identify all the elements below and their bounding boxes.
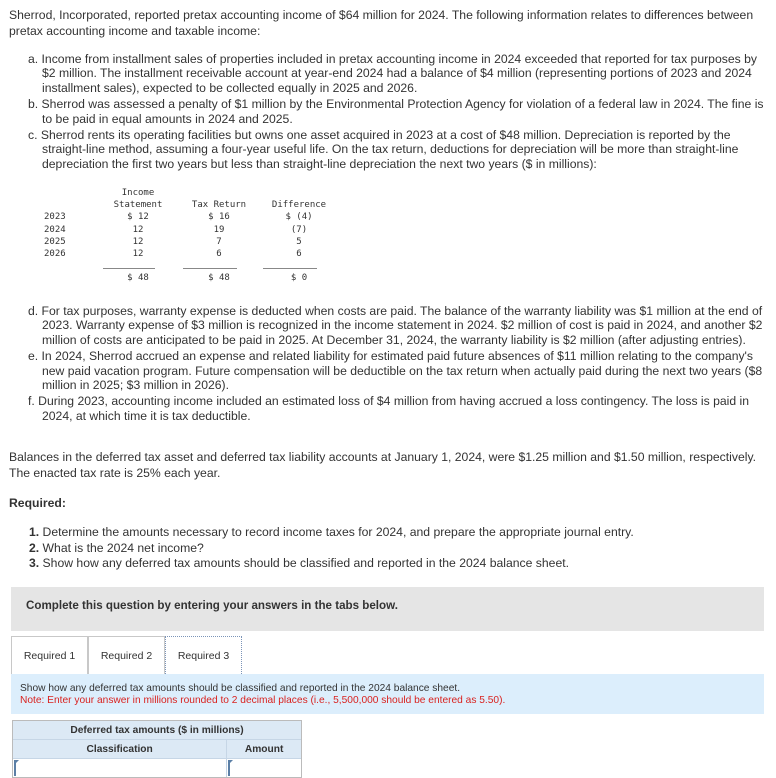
instruction-banner [11,587,764,631]
row-tax: 7 [216,236,222,247]
schedule-row [44,211,339,223]
banner-text: Complete this question by entering your answers in the tabs below. [26,599,398,612]
items-list-top [28,52,768,171]
table-row [13,758,301,777]
row-income: 12 [132,249,144,260]
schedule-total-row [44,272,339,284]
row-income: 12 [132,236,144,247]
amount-input[interactable] [232,761,296,775]
row-diff: 5 [296,236,302,247]
item-f: f. During 2023, accounting income included an estimated loss of $4 million from having accrued a loss contingency. The loss is paid in 2024, at which time it is tax deductible. [28,394,750,423]
total-rule-tax [183,268,237,269]
tab-required-2[interactable]: Required 2 [88,636,165,676]
row-diff: $ (4) [285,212,313,223]
classification-input[interactable] [18,761,218,775]
total-tax: $ 48 [208,273,230,284]
depreciation-schedule [44,187,339,285]
item-c: c. Sherrod rents its operating facilities but owns one asset acquired in 2023 at a cost of $48 million. Depreciation is reported by the straight-line method, assuming a four-year useful life. On the tax return, deductions for depreciation will be more than straight-line depreciation the first two years but less than straight-line depreciation the next two years ($ in millions): [28,128,739,171]
total-rule-diff [263,268,317,269]
instruction-panel [11,674,764,714]
classification-cell [13,759,226,777]
header-tax-return: Tax Return [191,200,247,211]
row-year: 2026 [44,249,66,260]
required-list [29,525,634,572]
total-income: $ 48 [127,273,149,284]
rounding-note: Note: Enter your answer in millions rounded to 2 decimal places (i.e., 5,500,000 should be entered as 5.50). [20,695,506,706]
schedule-row [44,236,339,248]
item-e: e. In 2024, Sherrod accrued an expense and related liability for estimated paid future absences of $11 million relating to the company's new paid vacation program. Future compensation will be deductible on the tax return when actually paid during the next two years ($8 million in 2025; $3 million in 2026). [28,349,763,393]
item-a: a. Income from installment sales of properties included in pretax accounting income in 2024 exceeded that reported for tax purposes by $2 million. The installment receivable account at year-end 2024 had a balance of $4 million (representing portions of 2023 and 2024 installment sales), expected to be collected equally in 2025 and 2026. [28,52,757,95]
required-item-2: 2. What is the 2024 net income? [29,540,204,555]
row-year: 2023 [44,212,66,223]
required-item-3: 3. Show how any deferred tax amounts should be classified and reported in the 2024 balance sheet. [29,556,569,570]
required-title: Required: [9,496,66,510]
table-header [13,739,301,758]
row-tax: 19 [213,224,225,235]
row-year: 2024 [44,224,66,235]
deferred-tax-table [12,720,302,778]
item-b: b. Sherrod was assessed a penalty of $1 million by the Environmental Protection Agency for violation of a federal law in 2024. The fine is to be paid in equal amounts in 2024 and 2025. [28,97,764,126]
amount-cell [226,759,301,777]
tab-required-1[interactable]: Required 1 [11,636,88,676]
schedule-row [44,224,339,236]
header-income-1: Income [121,188,155,198]
item-d: d. For tax purposes, warranty expense is deducted when costs are paid. The balance of the warranty liability was $1 million at the end of 2023. Warranty expense of $3 million is recognized in the income statement in 2024. $2 million of cost is paid in 2024, and another $2 million of costs are anticipated to be paid in 2025. At December 31, 2024, the warranty liability is $2 million (after adjusting entries). [28,304,763,347]
row-diff: 6 [296,249,302,260]
header-difference: Difference [271,200,327,211]
tab-required-3[interactable]: Required 3 [165,636,242,676]
row-tax: $ 16 [208,212,230,223]
problem-intro: Sherrod, Incorporated, reported pretax accounting income of $64 million for 2024. The following information relates to differences between pretax accounting income and taxable income: [9,8,754,38]
required-item-1: 1. Determine the amounts necessary to record income taxes for 2024, and prepare the appropriate journal entry. [29,525,634,539]
row-income: $ 12 [127,212,149,223]
table-title: Deferred tax amounts ($ in millions) [13,721,301,739]
header-amount: Amount [226,740,301,758]
row-income: 12 [132,224,144,235]
row-year: 2025 [44,236,66,247]
balances-paragraph: Balances in the deferred tax asset and deferred tax liability accounts at January 1, 2024, were $1.25 million and $1.50 million, respectively. The enacted tax rate is 25% each year. [9,450,757,480]
row-diff: (7) [290,224,308,235]
header-income-2: Statement [113,200,163,211]
items-list-bottom [28,304,768,423]
instruction-text: Show how any deferred tax amounts should be classified and reported in the 2024 balance sheet. [20,683,461,694]
total-diff: $ 0 [290,273,308,284]
header-classification: Classification [86,743,153,755]
total-rule-income [103,268,155,269]
schedule-row [44,248,339,260]
row-tax: 6 [216,249,222,260]
